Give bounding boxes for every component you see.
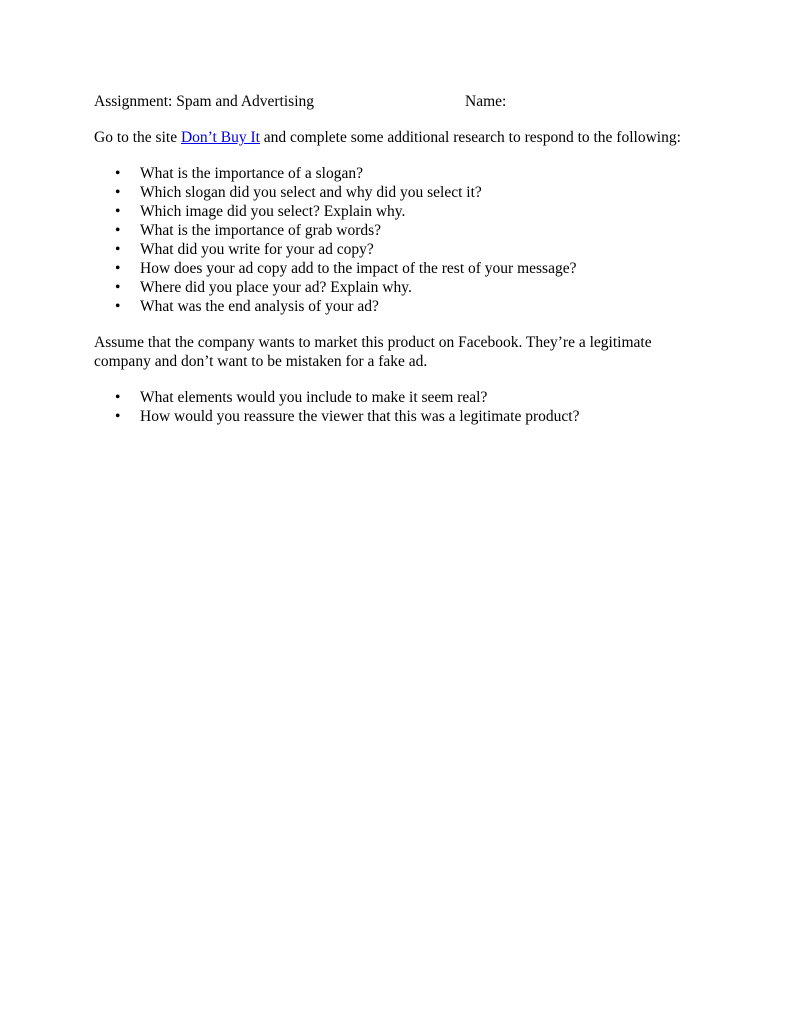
header-line [94,92,734,112]
question-text: What did you write for your ad copy? [140,241,374,258]
bullet-icon: • [115,222,121,239]
intro-prefix: Go to the site [94,129,181,146]
list-item [94,240,734,259]
bullet-icon: • [115,203,121,220]
bullet-icon: • [115,279,121,296]
paragraph-line: company and don’t want to be mistaken for a fake ad. [94,353,428,370]
list-item [94,221,734,240]
list-item [94,164,734,183]
assignment-title: Assignment: Spam and Advertising [94,93,315,110]
bullet-icon: • [115,260,121,277]
list-item [94,202,734,221]
question-text: What is the importance of grab words? [140,222,382,239]
paragraph-line: Assume that the company wants to market this product on Facebook. They’re a legitimate [94,334,652,351]
list-item [94,297,734,316]
bullet-icon: • [115,165,121,182]
bullet-icon: • [115,389,121,406]
list-item [94,278,734,297]
list-item [94,183,734,202]
question-list-primary [94,164,734,316]
list-item [94,407,734,426]
name-label: Name: [465,93,507,110]
question-text: What elements would you include to make it seem real? [140,389,488,406]
question-text: Which slogan did you select and why did you select it? [140,184,482,201]
question-text: Where did you place your ad? Explain why. [140,279,412,296]
bullet-icon: • [115,408,121,425]
bullet-icon: • [115,241,121,258]
list-item [94,259,734,278]
question-text: How would you reassure the viewer that this was a legitimate product? [140,408,580,425]
question-text: How does your ad copy add to the impact of the rest of your message? [140,260,577,277]
intro-paragraph [94,128,734,148]
question-list-secondary [94,388,734,426]
intro-suffix: and complete some additional research to respond to the following: [259,129,681,146]
dont-buy-it-link[interactable]: Don’t Buy It [180,129,260,146]
list-item [94,388,734,407]
question-text: What was the end analysis of your ad? [140,298,379,315]
question-text: What is the importance of a slogan? [140,165,363,182]
bullet-icon: • [115,184,121,201]
bullet-icon: • [115,298,121,315]
facebook-paragraph [94,333,734,371]
question-text: Which image did you select? Explain why. [140,203,406,220]
